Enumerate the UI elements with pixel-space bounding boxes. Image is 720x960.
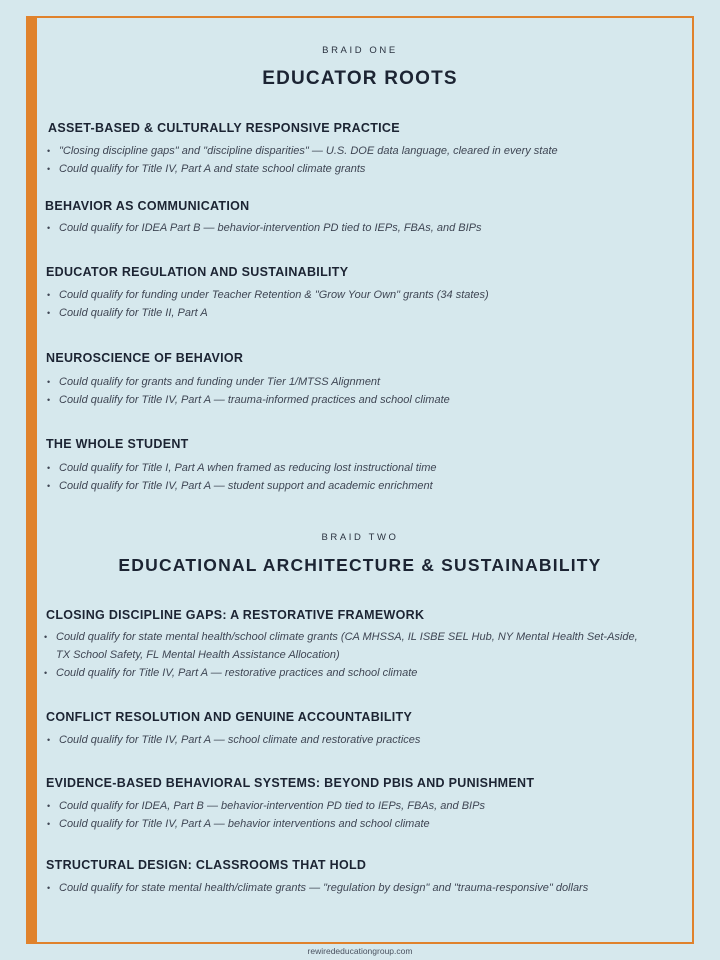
bullet-icon: • — [47, 819, 51, 829]
braid-one-title: EDUCATOR ROOTS — [262, 68, 458, 89]
bullet-icon: • — [47, 164, 51, 174]
section-title: ASSET-BASED & CULTURALLY RESPONSIVE PRACTICE — [48, 121, 400, 135]
section-title: EVIDENCE-BASED BEHAVIORAL SYSTEMS: BEYOND PBIS AND PUNISHMENT — [46, 776, 535, 790]
list-item: • Could qualify for state mental health/climate grants — "regulation by design" and "trauma-responsive" dollars — [59, 879, 588, 897]
section-title: CONFLICT RESOLUTION AND GENUINE ACCOUNTABILITY — [46, 710, 413, 724]
list-item: • Could qualify for Title IV, Part A — restorative practices and school climate — [56, 664, 417, 682]
section-title: STRUCTURAL DESIGN: CLASSROOMS THAT HOLD — [46, 858, 367, 872]
section-title: NEUROSCIENCE OF BEHAVIOR — [46, 351, 244, 365]
bullet-icon: • — [47, 395, 51, 405]
bullet-icon: • — [47, 735, 51, 745]
bullet-icon: • — [47, 308, 51, 318]
list-item: • "Closing discipline gaps" and "discipline disparities" — U.S. DOE data language, cleared in every state — [59, 142, 558, 160]
bullet-icon: • — [47, 481, 51, 491]
braid-two-title: EDUCATIONAL ARCHITECTURE & SUSTAINABILITY — [118, 555, 602, 575]
footer-url: rewirededucationgroup.com — [307, 946, 413, 956]
list-item: • Could qualify for Title IV, Part A and state school climate grants — [59, 160, 365, 178]
list-item: • Could qualify for Title IV, Part A — behavior interventions and school climate — [59, 815, 430, 833]
list-item: • Could qualify for IDEA, Part B — behavior-intervention PD tied to IEPs, FBAs, and BIPs — [59, 797, 485, 815]
bullet-icon: • — [47, 463, 51, 473]
bullet-icon: • — [47, 223, 51, 233]
list-item: • Could qualify for IDEA Part B — behavior-intervention PD tied to IEPs, FBAs, and BIPs — [59, 219, 481, 237]
bullet-icon: • — [47, 377, 51, 387]
section-title: THE WHOLE STUDENT — [46, 437, 189, 451]
bullet-icon: • — [47, 146, 51, 156]
list-item: • Could qualify for funding under Teacher Retention & "Grow Your Own" grants (34 states) — [59, 286, 489, 304]
list-item-continuation: TX School Safety, FL Mental Health Assistance Allocation) — [56, 649, 340, 661]
list-item: • Could qualify for state mental health/school climate grants (CA MHSSA, IL ISBE SEL Hub, NY Mental Health Set-Aside, — [56, 628, 638, 646]
bullet-icon: • — [44, 668, 48, 678]
section-title: BEHAVIOR AS COMMUNICATION — [45, 199, 250, 213]
bullet-icon: • — [47, 801, 51, 811]
list-item: • Could qualify for Title IV, Part A — trauma-informed practices and school climate — [59, 391, 450, 409]
list-item: • Could qualify for Title IV, Part A — student support and academic enrichment — [59, 477, 433, 495]
list-item: • Could qualify for Title IV, Part A — school climate and restorative practices — [59, 731, 420, 749]
section-title: CLOSING DISCIPLINE GAPS: A RESTORATIVE FRAMEWORK — [46, 608, 425, 622]
bullet-icon: • — [47, 290, 51, 300]
bullet-icon: • — [47, 883, 51, 893]
list-item: • Could qualify for grants and funding under Tier 1/MTSS Alignment — [59, 373, 380, 391]
braid-one-label: BRAID ONE — [322, 45, 398, 56]
list-item: • Could qualify for Title I, Part A when framed as reducing lost instructional time — [59, 459, 437, 477]
braid-two-label: BRAID TWO — [321, 532, 399, 543]
section-title: EDUCATOR REGULATION AND SUSTAINABILITY — [46, 265, 349, 279]
bullet-icon: • — [44, 632, 48, 642]
list-item: • Could qualify for Title II, Part A — [59, 304, 208, 322]
